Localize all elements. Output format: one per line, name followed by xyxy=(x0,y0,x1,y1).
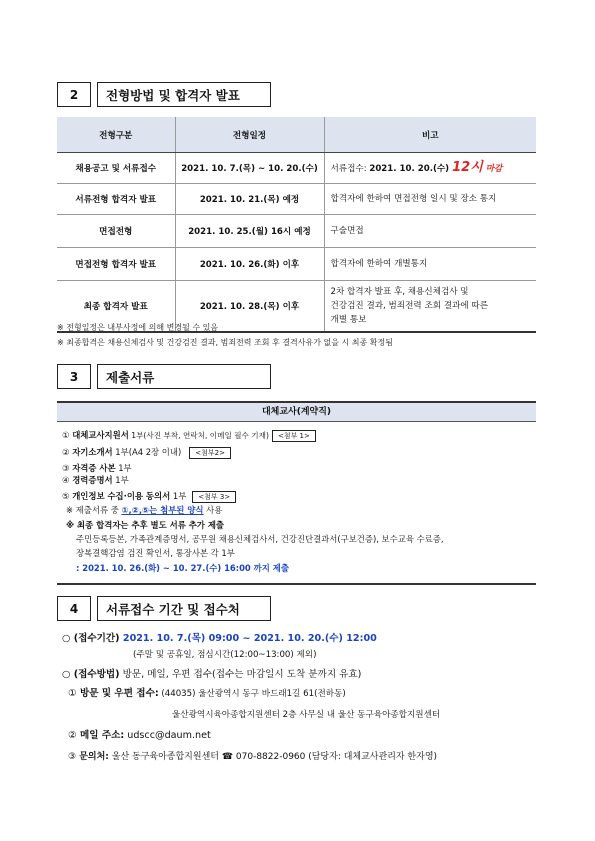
table-row xyxy=(57,248,536,281)
note-cell: 합격자에 한하여 개별통지 xyxy=(324,248,536,281)
note-cell: 구술면접 xyxy=(324,215,536,248)
date-cell: 2021. 10. 26.(화) 이후 xyxy=(175,248,324,281)
date-cell: 2021. 10. 25.(월) 16시 예정 xyxy=(175,215,324,248)
table-row xyxy=(57,184,536,215)
section-number: 4 xyxy=(57,596,91,621)
footnote: ※ 최종합격은 채용신체검사 및 건강검진 결과, 범죄전력 조회 후 결격사유가 없을 시 최종 확정됨 xyxy=(57,338,393,347)
section-4-header xyxy=(57,596,271,621)
doc-item-3: ③ 자격증 사본 1부 xyxy=(62,463,132,473)
section-number: 2 xyxy=(57,82,91,107)
doc-note-deadline: : 2021. 10. 26.(화) ~ 10. 27.(수) 16:00 까지 제출 xyxy=(76,563,289,573)
table-header-row xyxy=(57,117,536,153)
date-cell: 2021. 10. 28.(목) 이후 xyxy=(175,281,324,333)
stage-cell: 최종 합격자 발표 xyxy=(57,281,175,333)
apply-method: ○ (접수방법) 방문, 메일, 우편 접수(접수는 마감일시 도착 분까지 유효) xyxy=(62,669,362,680)
stage-cell: 서류전형 합격자 발표 xyxy=(57,184,175,215)
date-cell: 2021. 10. 21.(목) 예정 xyxy=(175,184,324,215)
table-row xyxy=(57,215,536,248)
doc-item-2: ② 자기소개서 1부(A4 2장 이내) <첨부2> xyxy=(62,446,231,459)
note-cell: 서류접수: 2021. 10. 20.(수) 12시 마감 xyxy=(324,153,536,184)
section-title: 제출서류 xyxy=(97,364,271,389)
attachment-tag: <첨부 1> xyxy=(272,430,316,442)
apply-period-note: (주말 및 공휴일, 점심시간(12:00~13:00) 제외) xyxy=(133,650,317,660)
stage-cell: 채용공고 및 서류접수 xyxy=(57,153,175,184)
doc-note-final: ※ 최종 합격자는 추후 별도 서류 추가 제출 xyxy=(66,520,224,530)
schedule-table xyxy=(57,117,536,333)
stage-cell: 면접전형 xyxy=(57,215,175,248)
column-header: 전형일정 xyxy=(175,117,324,153)
stage-cell: 면접전형 합격자 발표 xyxy=(57,248,175,281)
section-3-header xyxy=(57,364,271,389)
section-number: 3 xyxy=(57,364,91,389)
apply-period: ○ (접수기간) 2021. 10. 7.(목) 09:00 ~ 2021. 10. 20.(수) 12:00 xyxy=(62,633,377,644)
section-title: 서류접수 기간 및 접수처 xyxy=(97,596,271,621)
apply-mail: ② 메일 주소: udscc@daum.net xyxy=(68,730,211,741)
footnote: ※ 전형일정은 내부사정에 의해 변경될 수 있음 xyxy=(57,323,219,332)
documents-header: 대체교사(계약직) xyxy=(57,403,536,422)
section-title: 전형방법 및 합격자 발표 xyxy=(97,82,271,107)
note-cell: 2차 합격자 발표 후, 채용신체검사 및 건강검진 결과, 범죄전력 조회 결과에 따른 개별 통보 xyxy=(324,281,536,333)
apply-visit: ① 방문 및 우편 접수: (44035) 울산광역시 동구 바드래1길 61(전하동) xyxy=(68,688,346,699)
attachment-tag: <첨부2> xyxy=(189,447,231,459)
apply-visit-address: 울산광역시육아종합지원센터 2층 사무실 내 울산 동구육아종합지원센터 xyxy=(172,710,441,720)
date-cell: 2021. 10. 7.(목) ~ 10. 20.(수) xyxy=(175,153,324,184)
doc-item-1: ① 대체교사지원서 1부(사진 부착, 연락처, 이메일 필수 기재) <첨부 1> xyxy=(62,429,316,442)
doc-note-list: 장복결핵감염 검진 확인서, 통장사본 각 1부 xyxy=(76,548,235,558)
apply-contact: ③ 문의처: 울산 동구육아종합지원센터 ☎ 070-8822-0960 (담당자: 대체교사관리자 한자영) xyxy=(68,752,438,762)
table-row xyxy=(57,153,536,184)
doc-item-4: ④ 경력증명서 1부 xyxy=(62,475,129,485)
section-2-header xyxy=(57,82,271,107)
doc-item-5: ⑤ 개인정보 수집·이용 동의서 1부 <첨부 3> xyxy=(62,490,236,503)
note-cell: 합격자에 한하여 면접전형 일시 및 장소 통지 xyxy=(324,184,536,215)
attachment-tag: <첨부 3> xyxy=(192,491,236,503)
doc-note-list: 주민등록등본, 가족관계증명서, 공무원 채용신체검사서, 건강진단결과서(구보건증), 보수교육 수료증, xyxy=(76,534,444,544)
column-header: 비고 xyxy=(324,117,536,153)
doc-note-template: ※ 제출서류 중 ①,②,⑤는 첨부된 양식 사용 xyxy=(66,505,223,515)
column-header: 전형구분 xyxy=(57,117,175,153)
